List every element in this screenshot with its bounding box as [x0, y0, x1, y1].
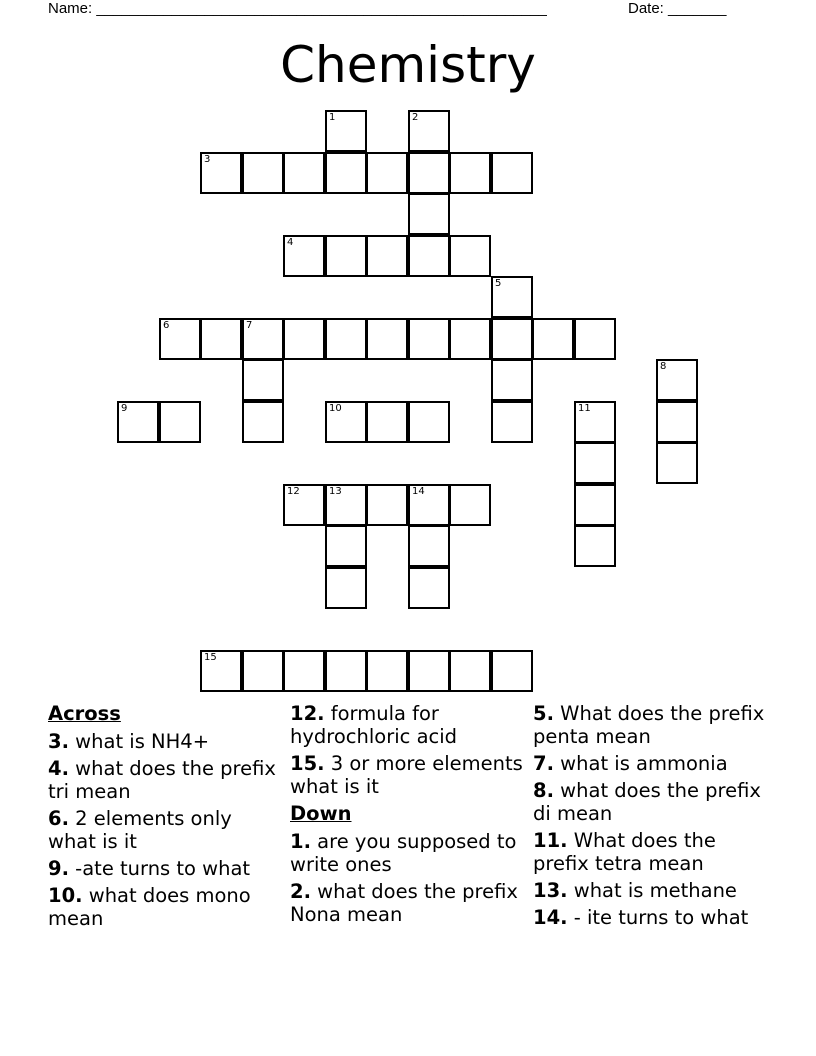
clue-number: 13	[329, 486, 342, 497]
crossword-cell[interactable]	[283, 152, 325, 194]
date-field-label: Date: _______	[628, 0, 727, 17]
crossword-cell[interactable]	[449, 318, 491, 360]
across-heading: Across	[48, 702, 121, 725]
crossword-cell[interactable]	[408, 193, 450, 235]
crossword-cell[interactable]	[159, 401, 201, 443]
crossword-cell[interactable]	[408, 401, 450, 443]
clue-text: what is methane	[567, 879, 737, 902]
clue-text: what does the prefix tri mean	[48, 757, 276, 803]
down-clue	[533, 702, 773, 748]
crossword-cell[interactable]	[366, 318, 408, 360]
crossword-cell[interactable]	[325, 650, 367, 692]
crossword-cell[interactable]	[242, 318, 284, 360]
crossword-cell[interactable]	[408, 152, 450, 194]
crossword-cell[interactable]	[408, 110, 450, 152]
crossword-cell[interactable]	[532, 318, 574, 360]
clue-number: 8.	[533, 779, 554, 802]
down-heading: Down	[290, 802, 352, 825]
clue-number: 11.	[533, 829, 568, 852]
crossword-cell[interactable]	[574, 401, 616, 443]
down-clue	[533, 779, 773, 825]
clues-column-3	[533, 702, 773, 933]
clue-number: 1	[329, 112, 336, 123]
clue-text: what does mono mean	[48, 884, 251, 930]
clue-number: 1.	[290, 830, 311, 853]
crossword-cell[interactable]	[656, 359, 698, 401]
crossword-cell[interactable]	[366, 235, 408, 277]
crossword-cell[interactable]	[408, 567, 450, 609]
crossword-cell[interactable]	[408, 484, 450, 526]
crossword-cell[interactable]	[408, 525, 450, 567]
down-clue	[533, 906, 773, 929]
crossword-cell[interactable]	[325, 152, 367, 194]
clue-number: 9.	[48, 857, 69, 880]
crossword-cell[interactable]	[574, 442, 616, 484]
down-clue	[290, 880, 525, 926]
clue-text: what is ammonia	[553, 752, 728, 775]
clue-text: - ite turns to what	[567, 906, 749, 929]
page-title: Chemistry	[280, 36, 536, 94]
clue-number: 12.	[290, 702, 325, 725]
crossword-cell[interactable]	[200, 318, 242, 360]
clue-number: 15	[204, 652, 217, 663]
crossword-cell[interactable]	[325, 484, 367, 526]
clue-number: 7.	[533, 752, 554, 775]
crossword-cell[interactable]	[408, 318, 450, 360]
clue-number: 4	[287, 237, 294, 248]
clue-text: What does the prefix penta mean	[533, 702, 765, 748]
clue-number: 2.	[290, 880, 311, 903]
clue-number: 5.	[533, 702, 554, 725]
clue-text: what does the prefix di mean	[533, 779, 761, 825]
across-clue	[48, 884, 283, 930]
clue-number: 5	[495, 278, 502, 289]
crossword-cell[interactable]	[408, 235, 450, 277]
crossword-cell[interactable]	[449, 650, 491, 692]
across-clue	[48, 807, 283, 853]
crossword-cell[interactable]	[656, 401, 698, 443]
down-clue	[533, 879, 773, 902]
crossword-cell[interactable]	[283, 650, 325, 692]
crossword-cell[interactable]	[574, 525, 616, 567]
crossword-cell[interactable]	[449, 484, 491, 526]
crossword-cell[interactable]	[408, 650, 450, 692]
crossword-cell[interactable]	[325, 318, 367, 360]
clues-column-1	[48, 702, 283, 934]
clue-text: 3 or more elements what is it	[290, 752, 523, 798]
clue-text: what is NH4+	[68, 730, 210, 753]
crossword-cell[interactable]	[325, 525, 367, 567]
clue-number: 6	[163, 320, 170, 331]
crossword-cell[interactable]	[366, 401, 408, 443]
clue-text: What does the prefix tetra mean	[533, 829, 716, 875]
crossword-cell[interactable]	[325, 401, 367, 443]
down-clue	[290, 830, 525, 876]
clue-number: 4.	[48, 757, 69, 780]
clue-number: 11	[578, 403, 591, 414]
crossword-cell[interactable]	[491, 650, 533, 692]
crossword-cell[interactable]	[574, 484, 616, 526]
crossword-cell[interactable]	[283, 318, 325, 360]
down-clue	[533, 829, 773, 875]
crossword-cell[interactable]	[117, 401, 159, 443]
crossword-cell[interactable]	[574, 318, 616, 360]
crossword-cell[interactable]	[491, 318, 533, 360]
across-clue	[48, 757, 283, 803]
clue-number: 10.	[48, 884, 83, 907]
clue-number: 12	[287, 486, 300, 497]
clue-text: are you supposed to write ones	[290, 830, 517, 876]
clue-number: 6.	[48, 807, 69, 830]
clue-number: 3	[204, 154, 211, 165]
clue-text: -ate turns to what	[68, 857, 251, 880]
across-clue	[48, 730, 283, 753]
across-clue	[290, 752, 525, 798]
crossword-cell[interactable]	[325, 567, 367, 609]
crossword-cell[interactable]	[366, 484, 408, 526]
clue-number: 7	[246, 320, 253, 331]
crossword-cell[interactable]	[325, 235, 367, 277]
crossword-cell[interactable]	[325, 110, 367, 152]
crossword-cell[interactable]	[491, 276, 533, 318]
crossword-cell[interactable]	[449, 235, 491, 277]
clue-number: 14.	[533, 906, 568, 929]
clue-number: 10	[329, 403, 342, 414]
crossword-cell[interactable]	[491, 359, 533, 401]
crossword-cell[interactable]	[366, 152, 408, 194]
clues-column-2	[290, 702, 525, 930]
name-field-label: Name: ______________________________________________________	[48, 0, 547, 17]
crossword-cell[interactable]	[449, 152, 491, 194]
crossword-cell[interactable]	[283, 484, 325, 526]
clue-number: 14	[412, 486, 425, 497]
across-clue	[290, 702, 525, 748]
clue-number: 8	[660, 361, 667, 372]
crossword-cell[interactable]	[159, 318, 201, 360]
clue-number: 13.	[533, 879, 568, 902]
crossword-cell[interactable]	[242, 359, 284, 401]
crossword-cell[interactable]	[366, 650, 408, 692]
across-clue	[48, 857, 283, 880]
clue-number: 9	[121, 403, 128, 414]
clue-text: 2 elements only what is it	[48, 807, 232, 853]
clue-text: what does the prefix Nona mean	[290, 880, 518, 926]
crossword-cell[interactable]	[491, 152, 533, 194]
crossword-cell[interactable]	[242, 401, 284, 443]
clue-number: 15.	[290, 752, 325, 775]
crossword-cell[interactable]	[491, 401, 533, 443]
down-clue	[533, 752, 773, 775]
crossword-cell[interactable]	[200, 152, 242, 194]
crossword-cell[interactable]	[200, 650, 242, 692]
clue-text: formula for hydrochloric acid	[290, 702, 458, 748]
clue-number: 3.	[48, 730, 69, 753]
crossword-cell[interactable]	[656, 442, 698, 484]
clue-number: 2	[412, 112, 419, 123]
crossword-cell[interactable]	[283, 235, 325, 277]
crossword-cell[interactable]	[242, 650, 284, 692]
crossword-cell[interactable]	[242, 152, 284, 194]
